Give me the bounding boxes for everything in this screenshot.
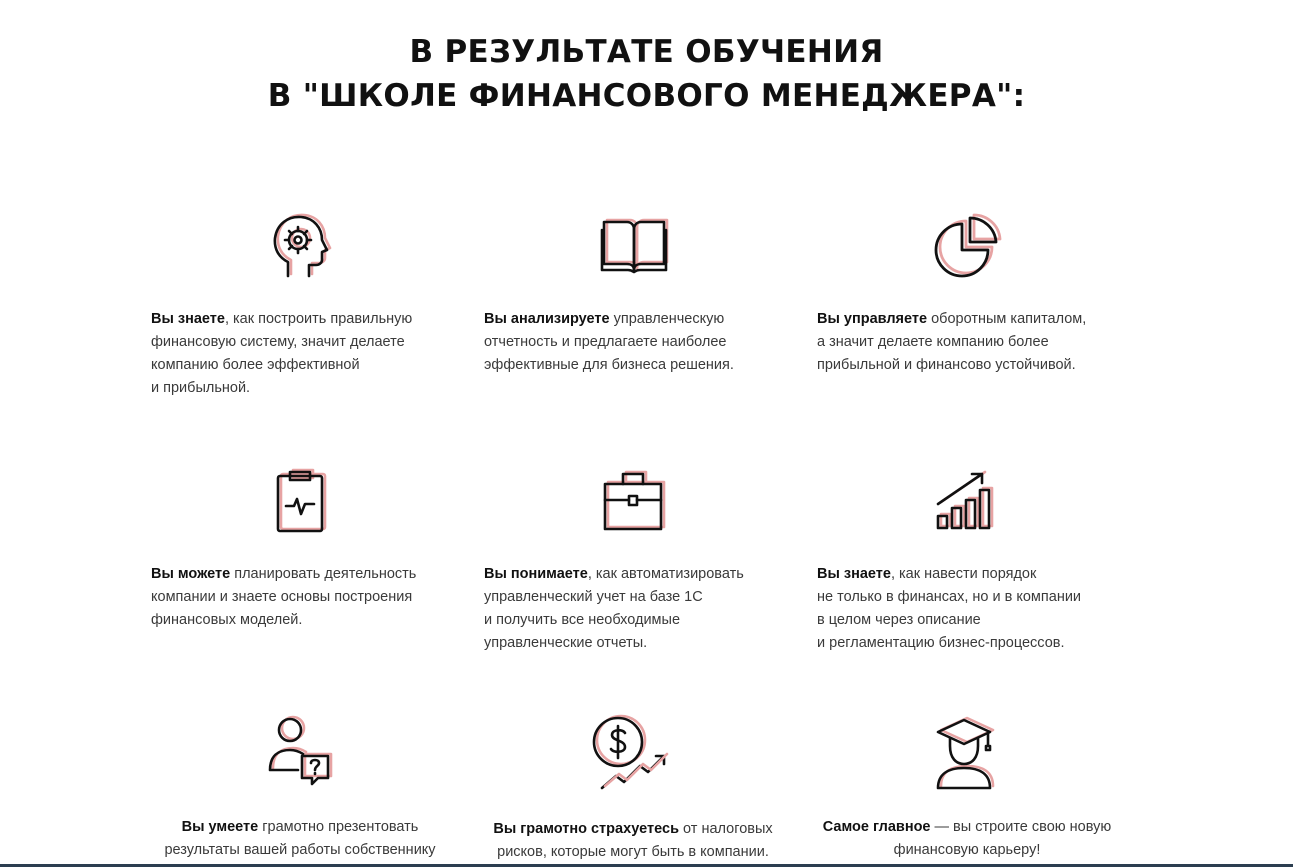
open-book-icon	[599, 210, 669, 280]
clipboard-pulse-icon	[266, 466, 336, 536]
benefit-text-7: Вы умеете грамотно презентовать результаты вашей работы собственнику	[164, 819, 436, 858]
briefcase-icon	[599, 466, 669, 536]
benefit-text-6: Вы знаете, как навести порядок не только в финансах, но и в компании в целом через описание и регламентацию бизнес-процессов.	[817, 566, 1082, 651]
benefit-text-3: Вы управляете оборотным капиталом, а значит делаете компанию более прибыльной и финансово устойчивой.	[817, 311, 1087, 373]
page-title-line-2: В "ШКОЛЕ ФИНАНСОВОГО МЕНЕДЖЕРА":	[267, 78, 1026, 114]
page-title	[0, 30, 1293, 118]
dollar-trend-icon	[588, 712, 658, 782]
benefit-text-4: Вы можете планировать деятельность компании и знаете основы построения финансовых моделей.	[151, 566, 417, 628]
user-question-icon	[266, 712, 336, 782]
graduate-icon	[930, 712, 1000, 782]
pie-chart-icon	[932, 210, 1002, 280]
benefit-text-9: Самое главное — вы строите свою новую финансовую карьеру!	[822, 819, 1112, 858]
growth-chart-icon	[932, 466, 1002, 536]
head-gear-icon	[266, 210, 336, 280]
benefit-text-8: Вы грамотно страхуетесь от налоговых рисков, которые могут быть в компании.	[493, 821, 773, 860]
page-title-line-1: В РЕЗУЛЬТАТЕ ОБУЧЕНИЯ	[409, 34, 884, 70]
benefit-text-1: Вы знаете, как построить правильную финансовую систему, значит делаете компанию более эффективной и прибыльной.	[151, 311, 413, 396]
benefit-text-5: Вы понимаете, как автоматизировать управленческий учет на базе 1С и получить все необходимые управленческие отчеты.	[484, 566, 744, 651]
benefit-text-2: Вы анализируете управленческую отчетность и предлагаете наиболее эффективные для бизнеса решения.	[484, 311, 734, 373]
